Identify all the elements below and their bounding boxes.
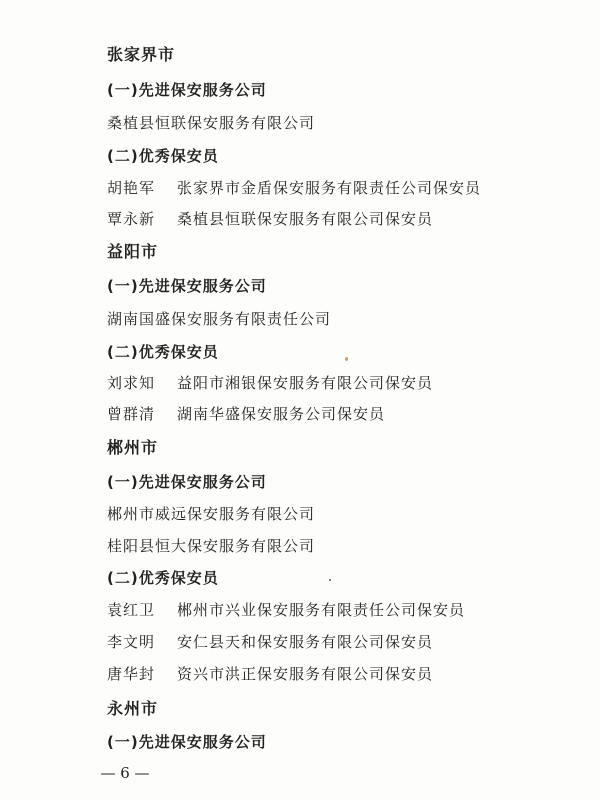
guard-name: 覃永新 xyxy=(107,210,156,228)
guard-org: 张家界市金盾保安服务有限责任公司保安员 xyxy=(177,179,482,197)
category-heading: (一)先进保安服务公司 xyxy=(107,277,267,295)
guard-entry xyxy=(107,404,385,424)
guard-org: 郴州市兴业保安服务有限责任公司保安员 xyxy=(177,601,466,619)
category-heading: (一)先进保安服务公司 xyxy=(107,733,267,751)
guard-name: 袁红卫 xyxy=(107,601,156,619)
guard-entry xyxy=(107,600,465,620)
company-entry: 湖南国盛保安服务有限责任公司 xyxy=(107,310,332,328)
category-heading: (二)优秀保安员 xyxy=(107,569,219,587)
guard-entry xyxy=(107,632,433,652)
category-heading: (二)优秀保安员 xyxy=(107,147,219,165)
guard-name: 李文明 xyxy=(107,633,156,651)
guard-name: 唐华封 xyxy=(107,665,156,683)
guard-entry xyxy=(107,178,481,198)
page-number: — 6 — xyxy=(100,764,150,782)
guard-org: 安仁县天和保安服务有限公司保安员 xyxy=(177,633,434,651)
guard-org: 桑植县恒联保安服务有限公司保安员 xyxy=(177,210,434,228)
guard-org: 益阳市湘银保安服务有限公司保安员 xyxy=(177,374,434,392)
guard-name: 刘求知 xyxy=(107,374,156,392)
category-heading: (一)先进保安服务公司 xyxy=(107,473,267,491)
guard-entry xyxy=(107,373,433,393)
guard-org: 资兴市洪正保安服务有限公司保安员 xyxy=(177,665,434,683)
company-entry: 桑植县恒联保安服务有限公司 xyxy=(107,114,316,132)
guard-entry xyxy=(107,664,433,684)
city-heading: 张家界市 xyxy=(107,45,176,64)
category-heading: (一)先进保安服务公司 xyxy=(107,81,267,99)
scan-speck xyxy=(345,357,348,361)
guard-org: 湖南华盛保安服务公司保安员 xyxy=(177,405,386,423)
category-heading: (二)优秀保安员 xyxy=(107,343,219,361)
guard-entry xyxy=(107,209,433,229)
company-entry: 郴州市威远保安服务有限公司 xyxy=(107,505,316,523)
city-heading: 郴州市 xyxy=(107,438,159,457)
guard-name: 曾群清 xyxy=(107,405,156,423)
company-entry: 桂阳县恒大保安服务有限公司 xyxy=(107,537,316,555)
city-heading: 永州市 xyxy=(107,699,159,718)
scan-dot xyxy=(329,579,331,581)
guard-name: 胡艳军 xyxy=(107,179,156,197)
city-heading: 益阳市 xyxy=(107,242,159,261)
